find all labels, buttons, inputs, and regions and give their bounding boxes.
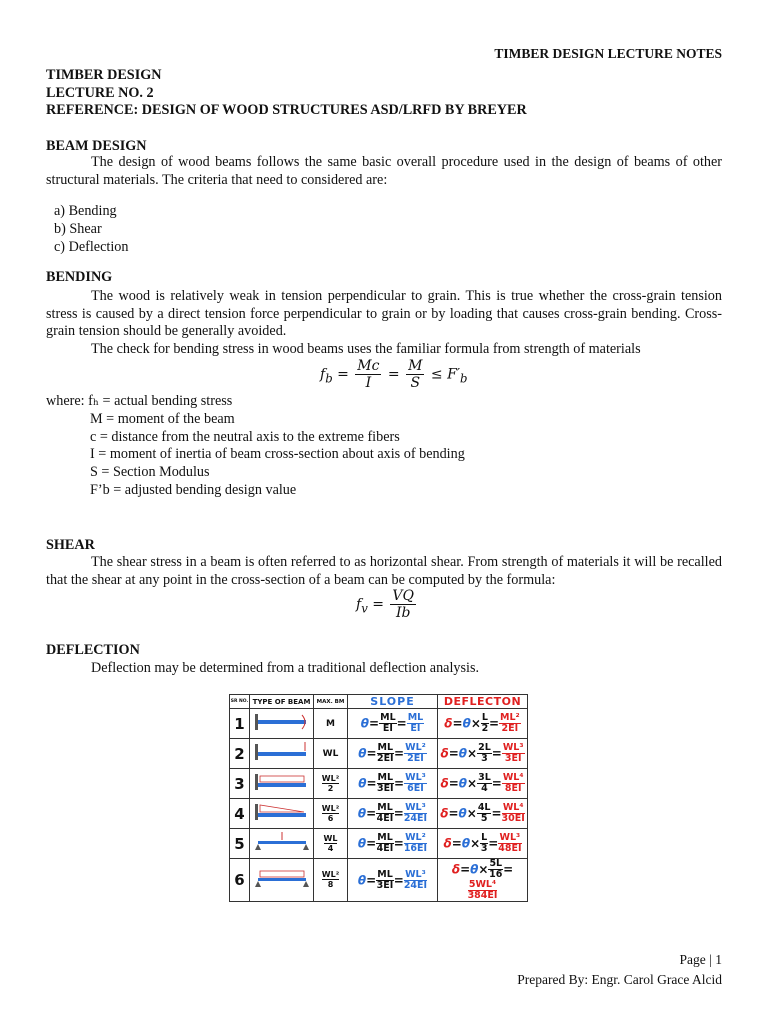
- table-row: [230, 799, 528, 829]
- bending-paragraph-1: The wood is relatively weak in tension perpendicular to grain. This is true whether the cross-grain tension stress is caused by a direct tension force perpendicular to grain or by loading that causes cross-grain bending. Cross-grain tension should be generally avoided.: [46, 288, 722, 340]
- beam-design-paragraph: The design of wood beams follows the same basic overall procedure used in the design of beams of other structural materials. The criteria that need to considered are:: [46, 154, 722, 188]
- deflection-formula: δ=θ× $\frac{L}{3}$ = $\frac{\text{WL³}}{48EI}$: [438, 829, 528, 859]
- header-title: TIMBER DESIGN LECTURE NOTES: [494, 46, 722, 61]
- beam-diagram-icon: [252, 771, 312, 797]
- where-item: M = moment of the beam: [90, 410, 235, 427]
- prepared-by: Prepared By: Engr. Carol Grace Alcid: [517, 972, 722, 987]
- deflection-paragraph: Deflection may be determined from a traditional deflection analysis.: [91, 660, 480, 676]
- where-item: c = distance from the neutral axis to the extreme fibers: [90, 428, 400, 445]
- beam-diagram-icon: [252, 801, 312, 827]
- deflection-formula: δ=θ× $\frac{3L}{4}$ = $\frac{\text{WL⁴}}{8EI}$: [438, 769, 528, 799]
- col-header-type: TYPE OF BEAM: [250, 695, 314, 709]
- beam-diagram: [250, 799, 314, 829]
- col-header-slope: SLOPE: [348, 695, 438, 709]
- col-header-deflection: DEFLECTON: [438, 695, 528, 709]
- row-number: 3: [230, 769, 250, 799]
- shear-heading: SHEAR: [46, 537, 95, 553]
- where-item: S = Section Modulus: [90, 464, 210, 481]
- where-item: I = moment of inertia of beam cross-section about axis of bending: [90, 446, 465, 463]
- slope-formula: θ= $\frac{ML}{EI}$ = $\frac{ML}{EI}$: [348, 709, 438, 739]
- beam-diagram: [250, 769, 314, 799]
- beam-diagram-icon: [252, 741, 312, 767]
- slope-formula: θ= $\frac{ML}{3EI}$ = $\frac{\text{WL³}}{6EI}$: [348, 769, 438, 799]
- list-item: a) Bending: [54, 203, 117, 219]
- beam-diagram: [250, 859, 314, 902]
- row-number: 1: [230, 709, 250, 739]
- row-number: 6: [230, 859, 250, 902]
- max-bending-moment: $\frac{\text{WL²}}{2}$: [314, 769, 348, 799]
- bending-paragraph-2: The check for bending stress in wood beams uses the familiar formula from strength of materials: [91, 341, 641, 357]
- slope-formula: θ= $\frac{ML}{4EI}$ = $\frac{\text{WL²}}{16EI}$: [348, 829, 438, 859]
- table-row: [230, 709, 528, 739]
- slope-formula: θ= $\frac{ML}{4EI}$ = $\frac{\text{WL³}}{24EI}$: [348, 799, 438, 829]
- list-item: c) Deflection: [54, 239, 129, 255]
- course-title: TIMBER DESIGN: [46, 67, 162, 83]
- slope-formula: θ= $\frac{ML}{2EI}$ = $\frac{\text{WL²}}{2EI}$: [348, 739, 438, 769]
- criteria-list: [54, 202, 128, 256]
- max-bending-moment: WL: [314, 739, 348, 769]
- deflection-formula: δ=θ× $\frac{4L}{5}$ = $\frac{\text{WL⁴}}{30EI}$: [438, 799, 528, 829]
- deflection-heading: DEFLECTION: [46, 642, 140, 658]
- bending-heading: BENDING: [46, 269, 113, 285]
- table-row: [230, 769, 528, 799]
- row-number: 5: [230, 829, 250, 859]
- row-number: 4: [230, 799, 250, 829]
- shear-formula: $f_v$ = $\frac{VQ}{Ib}$: [356, 588, 415, 621]
- where-item: where: fₕ = actual bending stress: [46, 393, 233, 409]
- beam-diagram-icon: [252, 867, 312, 893]
- reference-line: REFERENCE: DESIGN OF WOOD STRUCTURES ASD/LRFD BY BREYER: [46, 102, 527, 118]
- bending-formula: $f_b$ = $\frac{Mc}{I}$ = $\frac{M}{S}$ ≤ $F'_b$: [320, 358, 468, 391]
- lecture-number: LECTURE NO. 2: [46, 85, 154, 101]
- deflection-formula: δ=θ× $\frac{L}{2}$ = $\frac{\text{ML²}}{2EI}$: [438, 709, 528, 739]
- beam-diagram: [250, 739, 314, 769]
- beam-design-heading: BEAM DESIGN: [46, 138, 147, 154]
- list-item: b) Shear: [54, 221, 102, 237]
- footer: [517, 950, 722, 990]
- deflection-formula: δ=θ× $\frac{2L}{3}$ = $\frac{\text{WL³}}{3EI}$: [438, 739, 528, 769]
- col-header-maxbm: MAX. BM: [314, 695, 348, 709]
- beam-diagram-icon: [252, 831, 312, 857]
- beam-diagram: [250, 829, 314, 859]
- max-bending-moment: $\frac{WL}{4}$: [314, 829, 348, 859]
- page-number: Page | 1: [679, 952, 722, 967]
- table-row: [230, 739, 528, 769]
- beam-diagram: [250, 709, 314, 739]
- where-item: F’b = adjusted bending design value: [90, 481, 297, 498]
- max-bending-moment: $\frac{\text{WL²}}{6}$: [314, 799, 348, 829]
- beam-diagram-icon: [252, 711, 312, 737]
- table-row: [230, 859, 528, 902]
- bending-variable-list: [46, 393, 465, 500]
- shear-paragraph: The shear stress in a beam is often referred to as horizontal shear. From strength of materials it will be recalled that the shear at any point in the cross-section of a beam can be computed by the formula:: [46, 554, 722, 588]
- col-header-sr: SR NO.: [230, 695, 250, 709]
- table-row: [230, 829, 528, 859]
- max-bending-moment: $\frac{\text{WL²}}{8}$: [314, 859, 348, 902]
- row-number: 2: [230, 739, 250, 769]
- deflection-formula: δ=θ× $\frac{5L}{16}$ = $\frac{\text{5WL⁴}}{384EI}$: [438, 859, 528, 902]
- max-bending-moment: M: [314, 709, 348, 739]
- slope-formula: θ= $\frac{ML}{3EI}$ = $\frac{\text{WL³}}{24EI}$: [348, 859, 438, 902]
- beam-formula-table: [229, 694, 527, 901]
